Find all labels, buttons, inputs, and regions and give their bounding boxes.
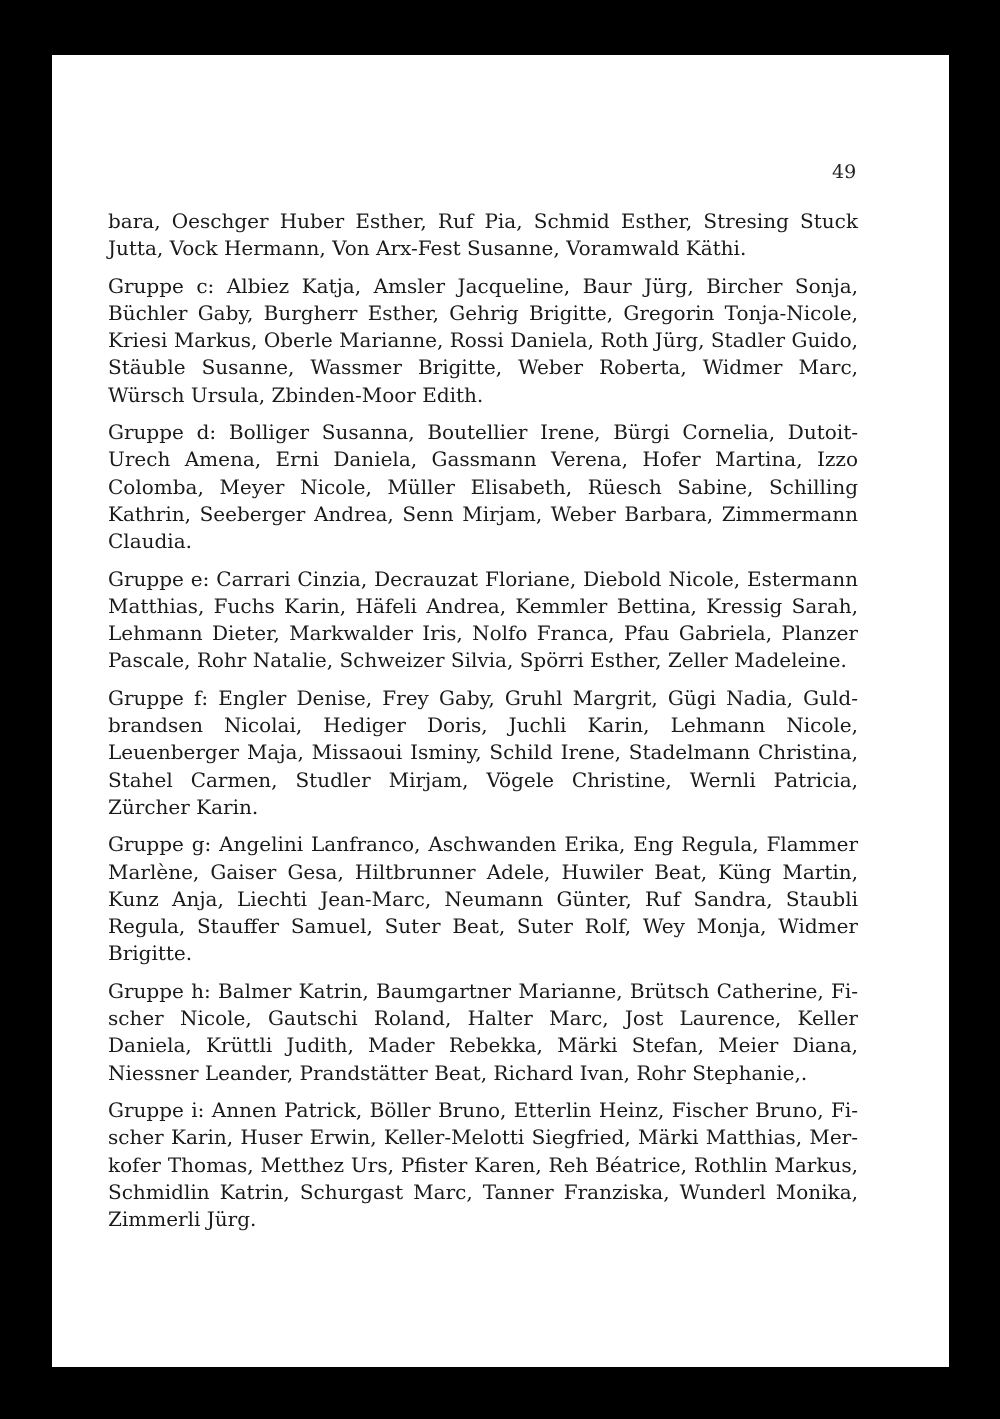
paragraph-gruppe-g: Gruppe g: Angelini Lanfranco, Aschwanden Erika, Eng Regula, Flammer Marlène, Gaiser Gesa, Hiltbrunner Adele, Huwiler Beat, Küng Martin, Kunz Anja, Liechti Jean-Marc, Neumann Günter, Ruf Sandra, Staubli Regula, Stauffer Samuel, Suter Beat, Suter Rolf, Wey Monja, Widmer Brigitte. — [108, 832, 858, 966]
paragraph-gruppe-f: Gruppe f: Engler Denise, Frey Gaby, Gruhl Margrit, Gügi Nadia, Guldbrandsen Nicolai, Hediger Doris, Juchli Karin, Lehmann Nicole, Leuenberger Maja, Missaoui Isminy, Schild Irene, Stadelmann Christina, Stahel Carmen, Studler Mirjam, Vögele Christine, Wernli Patricia, Zürcher Karin. — [108, 685, 858, 819]
paragraph-gruppe-h: Gruppe h: Balmer Katrin, Baumgartner Marianne, Brütsch Catherine, Fischer Nicole, Gautschi Roland, Halter Marc, Jost Laurence, Keller Daniela, Krüttli Judith, Mader Rebekka, Märki Stefan, Meier Diana, Niessner Leander, Prandstätter Beat, Richard Ivan, Rohr Stephanie,. — [108, 978, 858, 1085]
paragraph-gruppe-d: Gruppe d: Bolliger Susanna, Boutellier Irene, Bürgi Cornelia, Dutoit-Urech Amena, Erni Daniela, Gassmann Verena, Hofer Martina, Izzo Colomba, Meyer Nicole, Müller Elisabeth, Rüesch Sabine, Schilling Kathrin, Seeberger Andrea, Senn Mirjam, Weber Barbara, Zimmermann Claudia. — [108, 420, 858, 554]
paragraph-gruppe-i: Gruppe i: Annen Patrick, Böller Bruno, Etterlin Heinz, Fischer Bruno, Fischer Karin, Huser Erwin, Keller-Melotti Siegfried, Märki Matthias, Merkofer Thomas, Metthez Urs, Pfister Karen, Reh Béatrice, Rothlin Markus, Schmidlin Katrin, Schurgast Marc, Tanner Franziska, Wunderl Monika, Zimmerli Jürg. — [108, 1097, 858, 1232]
paragraph-continuation: bara, Oeschger Huber Esther, Ruf Pia, Schmid Esther, Stresing Stuck Jutta, Vock Hermann, Von Arx-Fest Susanne, Voramwald Käthi. — [108, 209, 858, 261]
paragraph-gruppe-e: Gruppe e: Carrari Cinzia, Decrauzat Floriane, Diebold Nicole, Estermann Matthias, Fuchs Karin, Häfeli Andrea, Kemmler Bettina, Kressig Sarah, Lehmann Dieter, Markwalder Iris, Nolfo Franca, Pfau Gabriela, Planzer Pascale, Rohr Natalie, Schweizer Silvia, Spörri Esther, Zeller Madeleine. — [108, 566, 858, 673]
page-number: 49 — [832, 161, 857, 183]
document-body — [108, 208, 858, 1243]
paragraph-gruppe-c: Gruppe c: Albiez Katja, Amsler Jacqueline, Baur Jürg, Bircher Sonja, Büchler Gaby, Burgherr Esther, Gehrig Brigitte, Gregorin Tonja-Nicole, Kriesi Markus, Oberle Marianne, Rossi Daniela, Roth Jürg, Stadler Guido, Stäuble Susanne, Wassmer Brigitte, Weber Roberta, Widmer Marc, Würsch Ursula, Zbinden-Moor Edith. — [108, 273, 858, 407]
